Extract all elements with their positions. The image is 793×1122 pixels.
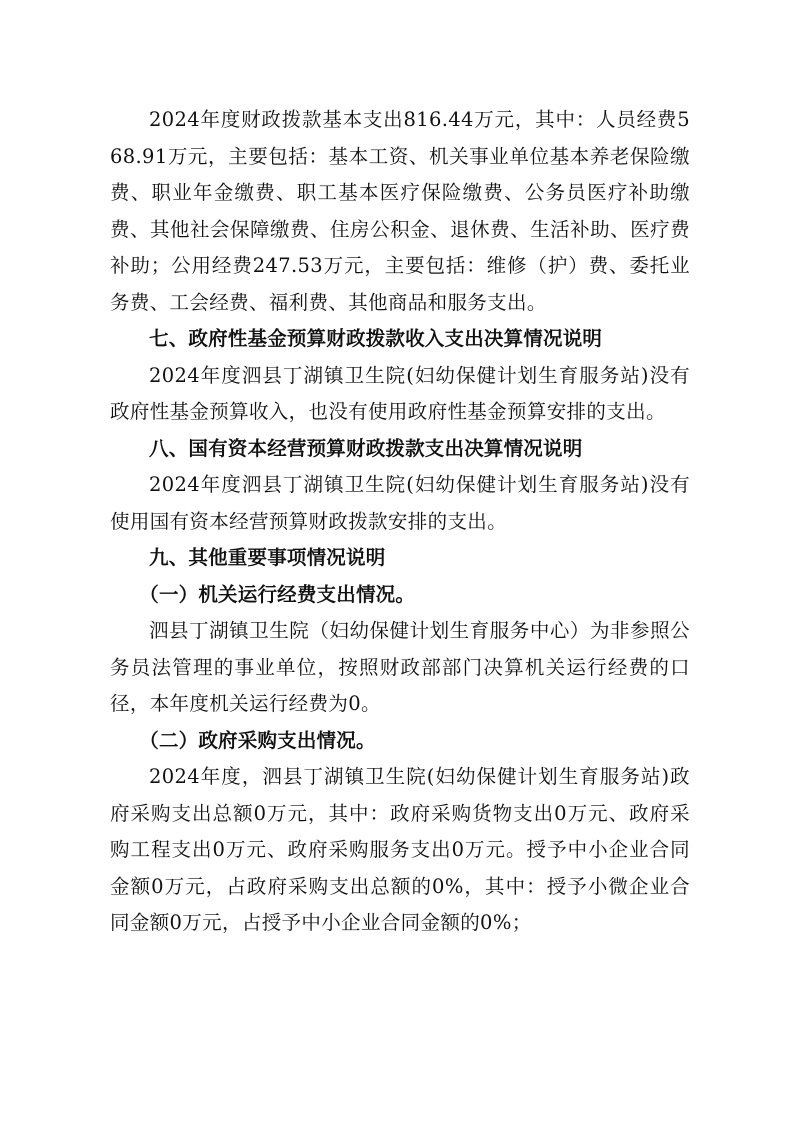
paragraph-state-capital: 2024年度泗县丁湖镇卫生院(妇幼保健计划生育服务站)没有使用国有资本经营预算财政拨款安排的支出。 bbox=[110, 473, 690, 533]
section-heading-state-capital: 八、国有资本经营预算财政拨款支出决算情况说明 bbox=[149, 436, 583, 460]
paragraph-government-procurement: 2024年度，泗县丁湖镇卫生院(妇幼保健计划生育服务站)政府采购支出总额0万元，其中：政府采购货物支出0万元、政府采购工程支出0万元、政府采购服务支出0万元。授予中小企业合同金额0万元，占政府采购支出总额的0%，其中：授予小微企业合同金额0万元，占授予中小企业合同金额的0%； bbox=[110, 765, 690, 934]
subheading-operating-expenses: （一）机关运行经费支出情况。 bbox=[139, 582, 416, 606]
paragraph-basic-expenditure: 2024年度财政拨款基本支出816.44万元，其中：人员经费568.91万元，主要包括：基本工资、机关事业单位基本养老保险缴费、职业年金缴费、职工基本医疗保险缴费、公务员医疗补助缴费、其他社会保障缴费、住房公积金、退休费、生活补助、医疗费补助；公用经费247.53万元，主要包括：维修（护）费、委托业务费、工会经费、福利费、其他商品和服务支出。 bbox=[110, 108, 690, 314]
paragraph-government-fund: 2024年度泗县丁湖镇卫生院(妇幼保健计划生育服务站)没有政府性基金预算收入，也没有使用政府性基金预算安排的支出。 bbox=[110, 363, 690, 423]
section-heading-other-matters: 九、其他重要事项情况说明 bbox=[149, 546, 386, 569]
document-page bbox=[110, 102, 690, 942]
paragraph-operating-expenses: 泗县丁湖镇卫生院（妇幼保健计划生育服务中心）为非参照公务员法管理的事业单位，按照财政部部门决算机关运行经费的口径，本年度机关运行经费为0。 bbox=[110, 619, 690, 715]
section-heading-government-fund: 七、政府性基金预算财政拨款收入支出决算情况说明 bbox=[149, 327, 603, 350]
subheading-government-procurement: （二）政府采购支出情况。 bbox=[139, 728, 376, 752]
